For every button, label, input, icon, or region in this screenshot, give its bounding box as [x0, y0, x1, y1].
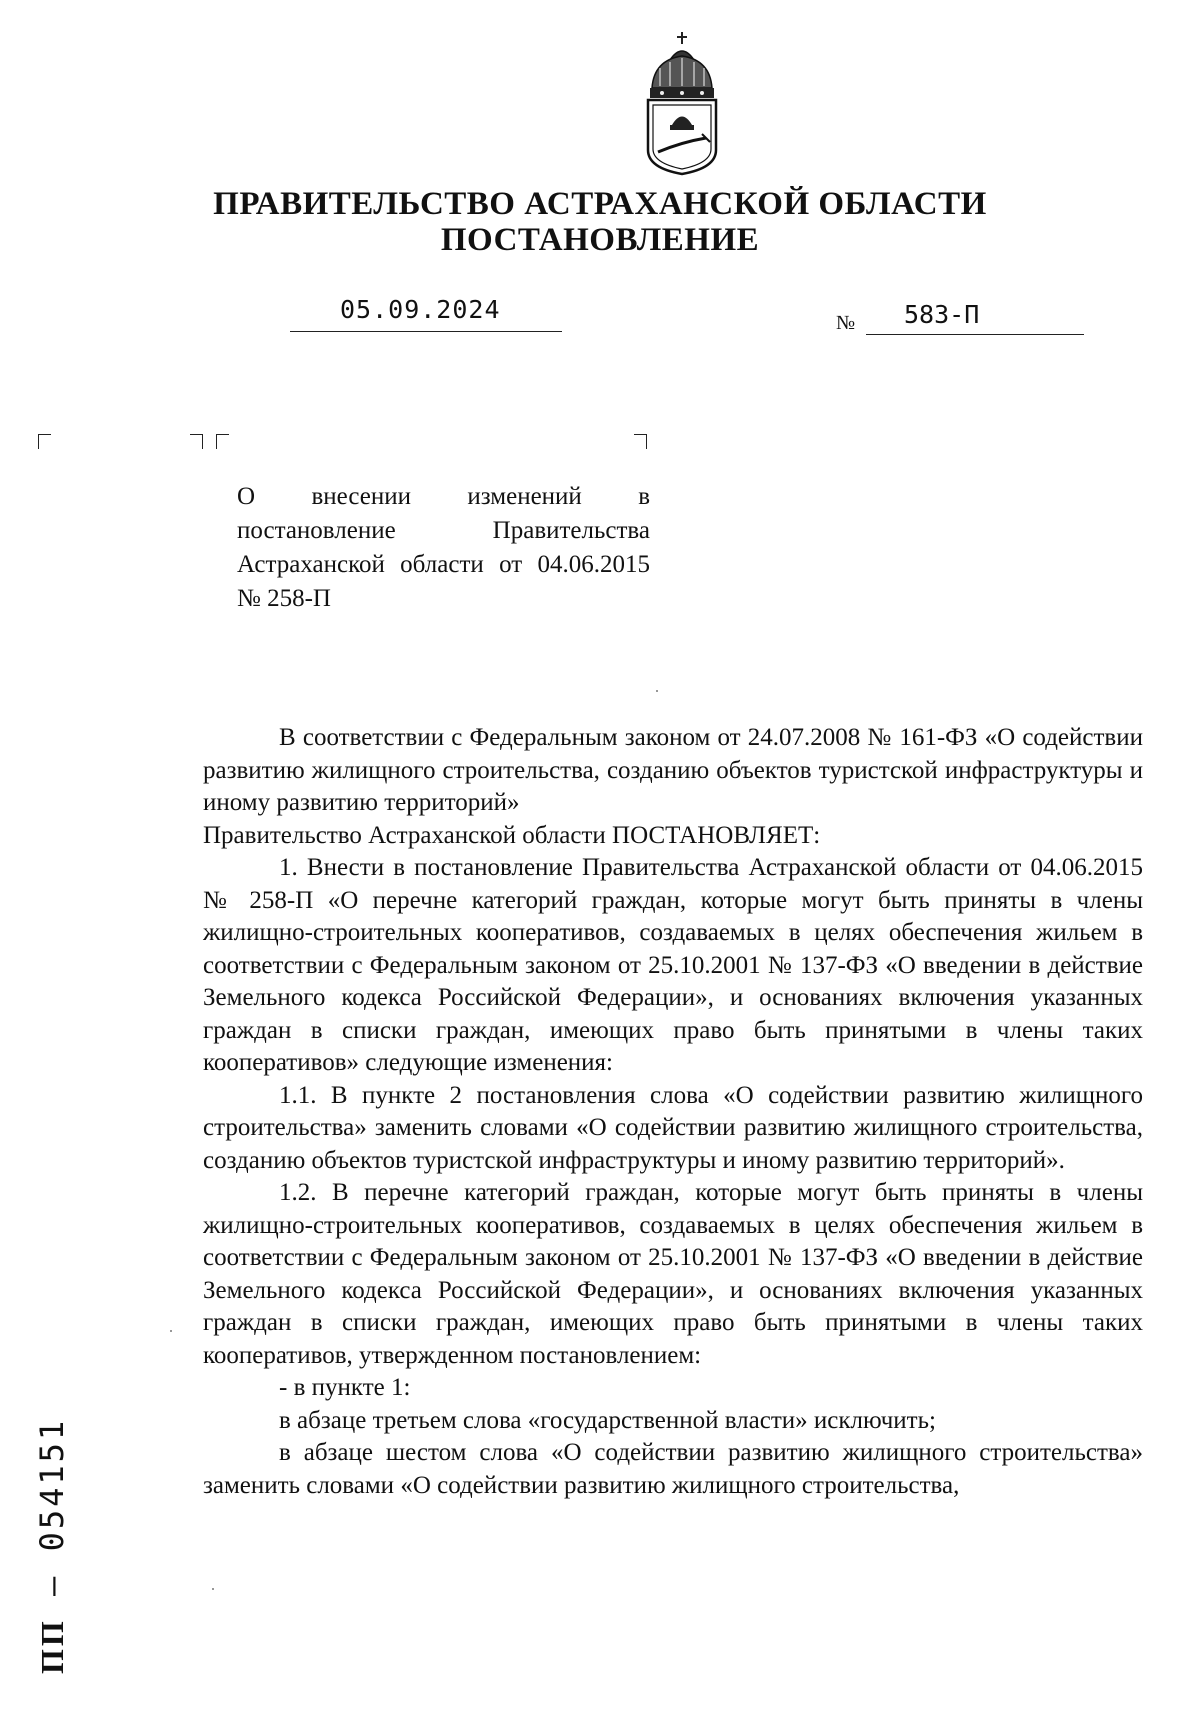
coat-of-arms-icon: [640, 30, 724, 176]
corner-mark-inner-right: [190, 434, 203, 449]
preamble-paragraph: В соответствии с Федеральным законом от 24.07.2008 № 161-ФЗ «О содействии развитию жилищного строительства, созданию объектов туристской инфраструктуры и иному развитию территорий»: [203, 724, 1143, 816]
item-1-2-paragraph: 1.2. В перечне категорий граждан, которые могут быть приняты в члены жилищно-строительных кооперативов, создаваемых в целях обеспечения жильем в соответствии с Федеральным законом от 25.10.2001 № 137-ФЗ «О введении в действие Земельного кодекса Российской Федерации», и основаниях включения указанных граждан в списки граждан, имеющих право быть принятыми в члены таких кооперативов, утвержденном постановлением:: [203, 1179, 1143, 1369]
date-field: [290, 295, 562, 332]
corner-mark-left: [38, 434, 51, 449]
sub-point-1: - в пункте 1:: [279, 1374, 411, 1401]
number-field: [866, 298, 1084, 335]
scan-speck: [212, 1588, 214, 1590]
corner-mark-right: [634, 434, 647, 449]
scan-speck: [656, 690, 658, 692]
document-number: 583-П: [904, 300, 980, 329]
serial-digits: – 054151: [33, 1417, 71, 1596]
document-subject: О внесении изменений в постановление Правительства Астраханской области от 04.06.2015 № 258-П: [237, 483, 650, 612]
paragraph-6-change: в абзаце шестом слова «О содействии развитию жилищного строительства» заменить словами «О содействии развитию жилищного строительства,: [203, 1439, 1143, 1499]
paragraph-3-change: в абзаце третьем слова «государственной власти» исключить;: [279, 1406, 936, 1434]
organization-title: ПРАВИТЕЛЬСТВО АСТРАХАНСКОЙ ОБЛАСТИ: [213, 186, 987, 222]
corner-mark-inner-left: [216, 434, 229, 449]
item-1-paragraph: 1. Внести в постановление Правительства Астраханской области от 04.06.2015 № 258-П «О перечне категорий граждан, которые могут быть приняты в члены жилищно-строительных кооперативов, создаваемых в целях обеспечения жильем в соответствии с Федеральным законом от 25.10.2001 № 137-ФЗ «О введении в действие Земельного кодекса Российской Федерации», и основаниях включения указанных граждан в списки граждан, имеющих право быть принятыми в члены таких кооперативов» следующие изменения:: [203, 854, 1143, 1076]
number-label: №: [836, 312, 856, 334]
item-1-1-paragraph: 1.1. В пункте 2 постановления слова «О содействии развитию жилищного строительства» заменить словами «О содействии развитию жилищного строительства, созданию объектов туристской инфраструктуры и иному развитию территорий».: [203, 1081, 1143, 1174]
resolve-line: Правительство Астраханской области ПОСТАНОВЛЯЕТ:: [203, 821, 821, 849]
scan-speck: [170, 1330, 172, 1332]
document-date: 05.09.2024: [340, 295, 501, 324]
document-type-title: ПОСТАНОВЛЕНИЕ: [440, 222, 760, 258]
serial-number: [30, 1374, 74, 1674]
document-body: [203, 722, 1143, 1502]
serial-prefix: ПП: [34, 1618, 70, 1674]
